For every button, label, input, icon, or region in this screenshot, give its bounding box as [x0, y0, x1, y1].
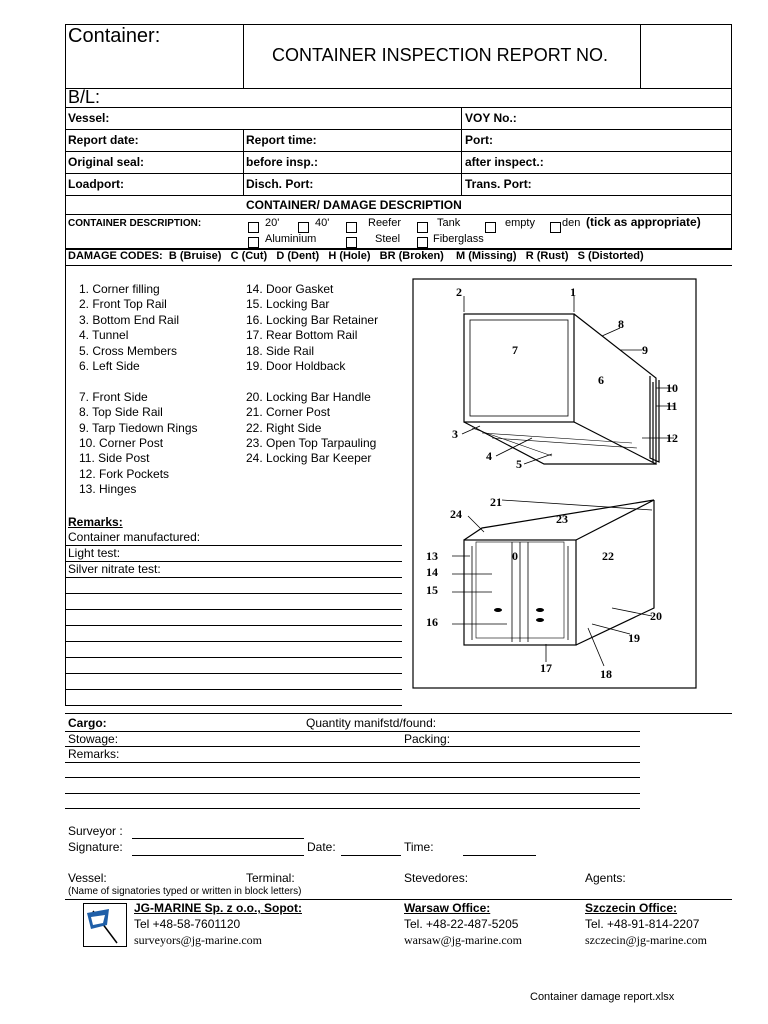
cargo-remarks-label: Remarks:: [68, 747, 120, 761]
diagram-label: 13: [426, 549, 438, 563]
part-item: 21. Corner Post: [246, 405, 331, 420]
part-item: 1. Corner filling: [79, 282, 160, 296]
checkbox-empty[interactable]: [485, 219, 496, 237]
part-item-spacer: [246, 374, 378, 389]
remarks-heading: Remarks:: [68, 515, 123, 529]
option-tank-label: Tank: [437, 217, 461, 229]
disch-port-field: Disch. Port:: [246, 177, 314, 191]
diagram-label: 12: [666, 431, 678, 445]
time-label: Time:: [404, 840, 434, 854]
loadport-field: Loadport:: [68, 177, 124, 191]
signatories-note: (Name of signatories typed or written in block letters): [68, 886, 302, 897]
parts-list-right: [246, 282, 378, 467]
option-aluminium-label: Aluminium: [265, 233, 317, 245]
part-item: 11. Side Post: [79, 451, 150, 466]
before-insp-field: before insp.:: [246, 155, 319, 169]
damage-heading: CONTAINER/ DAMAGE DESCRIPTION: [246, 198, 462, 212]
part-item: 15. Locking Bar: [246, 297, 330, 312]
parts-list-left: [79, 282, 198, 498]
voy-field: VOY No.:: [465, 111, 517, 125]
container-label: Container:: [68, 25, 161, 47]
warsaw-tel: Tel. +48-22-487-5205: [404, 917, 519, 931]
part-item: 3. Bottom End Rail: [79, 312, 180, 327]
footer-top-line: [65, 899, 732, 900]
part-item: 4. Tunnel: [79, 328, 129, 343]
surveyor-label: Surveyor :: [68, 824, 123, 838]
original-seal-field: Original seal:: [68, 155, 145, 169]
diagram-label: 3: [452, 427, 458, 441]
szczecin-tel: Tel. +48-91-814-2207: [585, 917, 700, 931]
port-field: Port:: [465, 133, 493, 147]
agents-label: Agents:: [585, 871, 626, 885]
trans-port-field: Trans. Port:: [465, 177, 532, 191]
diagram-label: 9: [642, 343, 648, 357]
date-line[interactable]: [341, 855, 401, 856]
company-tel: Tel +48-58-7601120: [134, 917, 241, 931]
tick-note: (tick as appropriate): [586, 215, 701, 229]
bl-label: B/L:: [68, 87, 101, 107]
terminal-label: Terminal:: [246, 871, 295, 885]
warsaw-office-title: Warsaw Office:: [404, 901, 491, 915]
part-item: 12. Fork Pockets: [79, 466, 170, 481]
container-description-label: CONTAINER DESCRIPTION:: [68, 218, 202, 229]
header-bottom-line: [65, 88, 732, 89]
part-item: 8. Top Side Rail: [79, 405, 163, 420]
diagram-label: 5: [516, 457, 522, 471]
stowage-label: Stowage:: [68, 732, 119, 746]
silver-nitrate-label: Silver nitrate test:: [68, 562, 161, 576]
date-label: Date:: [307, 840, 336, 854]
damage-codes: DAMAGE CODES: B (Bruise) C (Cut) D (Dent) H (Hole) BR (Broken) M (Missing) R (Rust) S (Distorted): [68, 250, 644, 262]
report-time-field: Report time:: [246, 133, 317, 147]
diagram-label: 4: [486, 449, 492, 463]
szczecin-office-title: Szczecin Office:: [585, 901, 678, 915]
file-name: Container damage report.xlsx: [530, 991, 675, 1003]
report-date-field: Report date:: [68, 133, 139, 147]
stevedores-label: Stevedores:: [404, 871, 469, 885]
grid-line: [65, 129, 732, 130]
checkbox-den[interactable]: [550, 219, 561, 237]
part-item: 20. Locking Bar Handle: [246, 389, 371, 404]
bl-bottom-line: [65, 107, 732, 108]
part-item: 22. Right Side: [246, 420, 322, 435]
part-item: 17. Rear Bottom Rail: [246, 328, 358, 343]
part-item: 23. Open Top Tarpauling: [246, 436, 377, 451]
diagram-label: 15: [426, 583, 438, 597]
report-title: CONTAINER INSPECTION REPORT NO.: [272, 45, 609, 65]
header-divider-2: [640, 24, 641, 88]
option-40-label: 40': [315, 217, 330, 229]
container-manufactured-label: Container manufactured:: [68, 530, 201, 544]
grid-line: [65, 265, 732, 266]
company-logo-icon: [83, 903, 127, 947]
option-fiberglass-label: Fiberglass: [433, 233, 484, 245]
diagram-label: 17: [540, 661, 552, 675]
part-item: 5. Cross Members: [79, 343, 178, 358]
diagram-label: 22: [602, 549, 614, 563]
diagram-label: 21: [490, 495, 502, 509]
part-item-spacer: [79, 374, 198, 389]
option-empty-label: empty: [505, 217, 535, 229]
diagram-label: 8: [618, 317, 624, 331]
time-line[interactable]: [463, 855, 536, 856]
diagram-label: 20: [650, 609, 662, 623]
diagram-label: 23: [556, 512, 568, 526]
diagram-label: 2: [456, 285, 462, 299]
part-item: 6. Left Side: [79, 359, 140, 374]
diagram-label: 6: [598, 373, 604, 387]
diagram-label: 14: [426, 565, 438, 579]
diagram-label: 0: [512, 549, 518, 563]
part-item: 10. Corner Post: [79, 436, 164, 451]
diagram-label: 18: [600, 667, 612, 681]
signature-line[interactable]: [132, 855, 304, 856]
container-diagram: [412, 278, 697, 690]
diagram-label: 10: [666, 381, 678, 395]
option-reefer-label: Reefer: [368, 217, 402, 229]
section-divider: [65, 713, 732, 714]
surveyor-line[interactable]: [132, 838, 304, 839]
part-item: 16. Locking Bar Retainer: [246, 312, 379, 327]
szczecin-email[interactable]: szczecin@jg-marine.com: [585, 933, 707, 947]
diagram-label: 19: [628, 631, 640, 645]
diagram-label: 1: [570, 285, 576, 299]
part-item: 14. Door Gasket: [246, 282, 334, 296]
part-item: 18. Side Rail: [246, 343, 315, 358]
vessel-field: Vessel:: [68, 111, 110, 125]
grid-line: [65, 151, 732, 152]
after-inspect-field: after inspect.:: [465, 155, 544, 169]
diagram-label: 7: [512, 343, 518, 357]
grid-line: [65, 173, 732, 174]
light-test-label: Light test:: [68, 546, 121, 560]
part-item: 9. Tarp Tiedown Rings: [79, 420, 198, 435]
quantity-label: Quantity manifstd/found:: [306, 716, 437, 730]
diagram-label: 24: [450, 507, 462, 521]
part-item: 24. Locking Bar Keeper: [246, 451, 372, 466]
vessel-sign-label: Vessel:: [68, 871, 107, 885]
signature-label: Signature:: [68, 840, 123, 854]
part-item: 13. Hinges: [79, 482, 137, 497]
left-border-lower: [65, 249, 66, 705]
grid-line: [243, 129, 244, 195]
option-steel-label: Steel: [375, 233, 401, 245]
company-email[interactable]: surveyors@jg-marine.com: [134, 933, 263, 947]
grid-line: [65, 195, 732, 196]
packing-label: Packing:: [404, 732, 451, 746]
company-name: JG-MARINE Sp. z o.o., Sopot:: [134, 901, 302, 915]
cargo-label: Cargo:: [68, 716, 107, 730]
part-item: 19. Door Holdback: [246, 359, 346, 374]
diagram-label: 11: [666, 399, 678, 413]
part-item: 2. Front Top Rail: [79, 297, 167, 312]
option-den-label: den: [562, 217, 581, 229]
header-divider-1: [243, 24, 244, 88]
part-item: 7. Front Side: [79, 389, 148, 404]
option-20-label: 20': [265, 217, 280, 229]
grid-line: [461, 107, 462, 195]
diagram-label: 16: [426, 615, 438, 629]
warsaw-email[interactable]: warsaw@jg-marine.com: [404, 933, 523, 947]
